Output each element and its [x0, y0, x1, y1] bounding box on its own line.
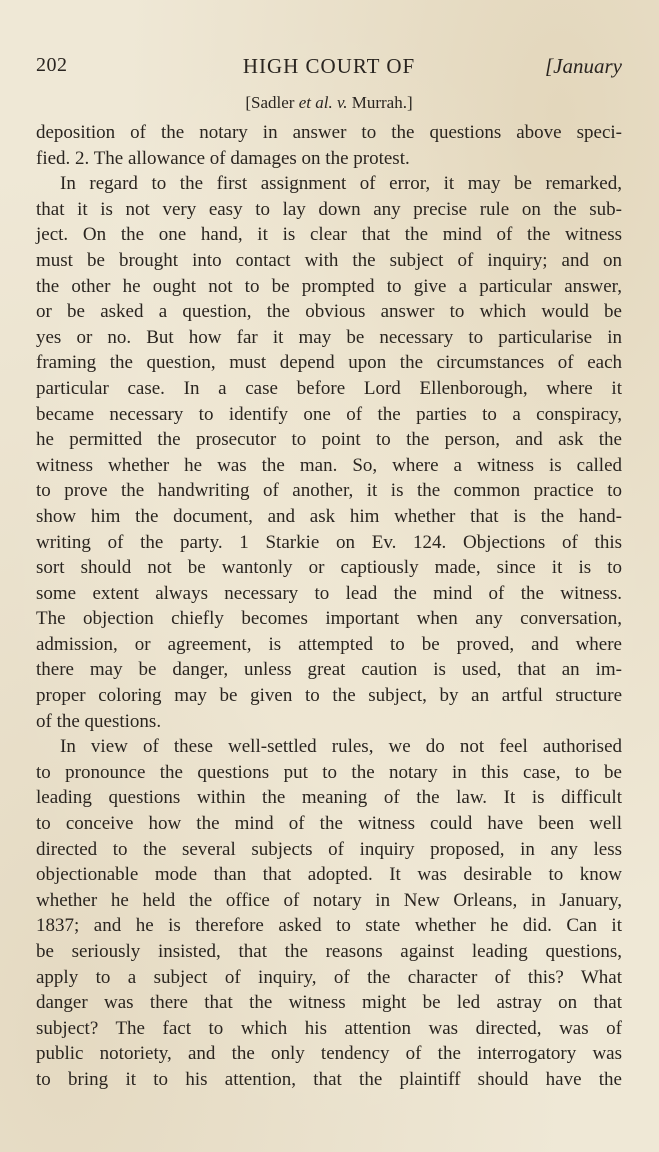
case-caption-open: [Sadler [245, 93, 299, 112]
text-line: danger was there that the witness might be led astray on that [36, 992, 622, 1014]
text-line: he permitted the prosecutor to point to the person, and ask the [36, 429, 622, 451]
text-line: ject. On the one hand, it is clear that the mind of the witness [36, 224, 622, 246]
text-line: 1837; and he is therefore asked to state whether he did. Can it [36, 915, 622, 937]
text-line: apply to a subject of inquiry, of the character of this? What [36, 966, 622, 988]
text-line: the other he ought not to be prompted to give a particular answer, [36, 275, 622, 297]
text-line: writing of the party. 1 Starkie on Ev. 124. Objections of this [36, 531, 622, 553]
text-line: to conceive how the mind of the witness could have been well [36, 813, 622, 835]
text-line: yes or no. But how far it may be necessary to particularise in [36, 326, 622, 348]
text-line: must be brought into contact with the subject of inquiry; and on [36, 249, 622, 271]
running-head [36, 54, 622, 82]
court-title: HIGH COURT OF [242, 54, 416, 78]
text-line: directed to the several subjects of inquiry proposed, in any less [36, 838, 622, 860]
text-line: public notoriety, and the only tendency of the interrogatory was [36, 1043, 622, 1065]
text-line: subject? The fact to which his attention was directed, was of [36, 1017, 622, 1039]
text-line: of the questions. [36, 710, 162, 732]
text-line: or be asked a question, the obvious answer to which would be [36, 301, 622, 323]
text-line: to pronounce the questions put to the notary in this case, to be [36, 761, 622, 783]
text-line: that it is not very easy to lay down any precise rule on the sub- [36, 198, 622, 220]
text-line: became necessary to identify one of the parties to a conspiracy, [36, 403, 622, 425]
text-line: some extent always necessary to lead the mind of the witness. [36, 582, 622, 604]
text-line: deposition of the notary in answer to the questions above speci- [36, 122, 622, 143]
text-line: to bring it to his attention, that the plaintiff should have the [36, 1068, 622, 1090]
text-line: particular case. In a case before Lord Ellenborough, where it [36, 377, 622, 399]
text-line: to prove the handwriting of another, it is the common practice to [36, 480, 622, 502]
text-line: sort should not be wantonly or captiously made, since it is to [36, 557, 622, 579]
text-line: In regard to the first assignment of error, it may be remarked, [60, 173, 622, 195]
text-line: whether he held the office of notary in New Orleans, in January, [36, 889, 622, 911]
text-line: admission, or agreement, is attempted to be proved, and where [36, 633, 622, 655]
text-line: In view of these well-settled rules, we do not feel authorised [60, 736, 622, 758]
paragraph-3 [36, 734, 622, 1092]
page-number: 202 [36, 54, 68, 76]
term-heading: [January [545, 54, 622, 78]
text-line: leading questions within the meaning of the law. It is difficult [36, 787, 622, 809]
body-text [36, 120, 622, 1093]
text-line: objectionable mode than that adopted. It was desirable to know [36, 864, 622, 886]
text-line: proper coloring may be given to the subject, by an artful structure [36, 685, 622, 707]
text-line: The objection chiefly becomes important when any conversation, [36, 608, 622, 630]
case-caption-et-al: et al. v. [298, 93, 348, 112]
paragraph-1 [36, 120, 622, 171]
text-line: framing the question, must depend upon the circumstances of each [36, 352, 622, 374]
text-line: there may be danger, unless great caution is used, that an im- [36, 659, 622, 681]
text-line: be seriously insisted, that the reasons against leading questions, [36, 941, 622, 962]
case-caption-close: Murrah.] [347, 93, 413, 112]
text-line: witness whether he was the man. So, where a witness is called [36, 454, 622, 476]
text-line: fied. 2. The allowance of damages on the protest. [36, 147, 410, 169]
text-line: show him the document, and ask him whether that is the hand- [36, 505, 622, 527]
case-caption [36, 93, 622, 113]
paragraph-2 [36, 171, 622, 734]
